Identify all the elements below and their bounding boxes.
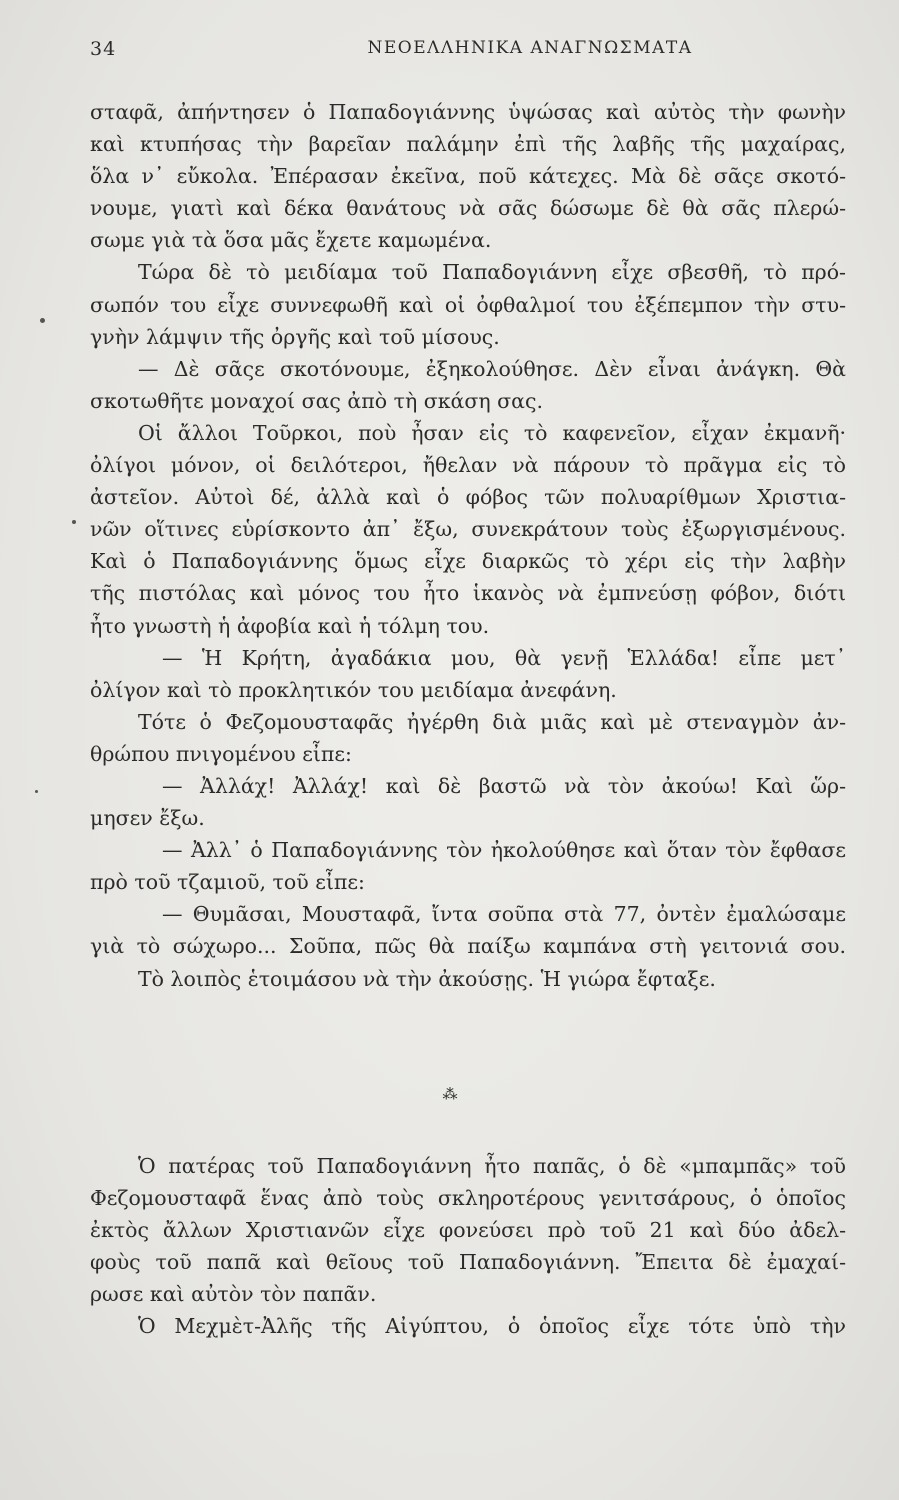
text-line: — Δὲ σᾶςε σκοτόνουμε, ἐξηκολούθησε. Δὲν εἶναι ἀνάγκη. Θὰ <box>138 356 846 381</box>
text-line: Φεζομουσταφᾶ ἕνας ἀπὸ τοὺς σκληροτέρους γενιτσάρους, ὁ ὁποῖος <box>90 1186 846 1211</box>
paper-speck <box>72 520 76 524</box>
text-line: ὀλίγον καὶ τὸ προκλητικόν του μειδίαμα ἀνεφάνη. <box>90 677 617 702</box>
text-line: Καὶ ὁ Παπαδογιάννης ὅμως εἶχε διαρκῶς τὸ χέρι εἰς τὴν λαβὴν <box>90 549 846 574</box>
text-line: θρώπου πνιγομένου εἶπε: <box>90 741 352 766</box>
running-title: ΝΕΟΕΛΛΗΝΙΚΑ ΑΝΑΓΝΩΣΜΑΤΑ <box>367 38 693 58</box>
text-line: καὶ κτυπήσας τὴν βαρεῖαν παλάμην ἐπὶ τῆς λαβῆς τῆς μαχαίρας, <box>90 132 846 157</box>
text-line: — Ἡ Κρήτη, ἀγαδάκια μου, θὰ γενῇ Ἑλλάδα! εἶπε μετ᾽ <box>162 645 846 670</box>
text-line: — Θυμᾶσαι, Μουσταφᾶ, ἴντα σοῦπα στὰ 77, ὀντὲν ἐμαλώσαμε <box>162 902 846 927</box>
paper-speck <box>40 318 45 323</box>
text-line: — Ἀλλ᾽ ὁ Παπαδογιάννης τὸν ἠκολούθησε καὶ ὅταν τὸν ἔφθασε <box>162 838 846 863</box>
section-text <box>90 1150 846 1343</box>
page-number: 34 <box>90 38 117 60</box>
paper-speck <box>35 790 38 793</box>
text-line: ρωσε καὶ αὐτὸν τὸν παπᾶν. <box>90 1282 377 1307</box>
text-line: ὅλα ν᾽ εὔκολα. Ἐπέρασαν ἐκεῖνα, ποῦ κάτεχες. Μὰ δὲ σᾶςε σκοτό- <box>90 164 846 189</box>
text-line: νῶν οἵτινες εὑρίσκοντο ἀπ᾽ ἔξω, συνεκράτουν τοὺς ἐξωργισμένους. <box>90 517 846 542</box>
text-line: Τότε ὁ Φεζομουσταφᾶς ἠγέρθη διὰ μιᾶς καὶ μὲ στεναγμὸν ἀν- <box>138 709 846 734</box>
text-line: Ὁ πατέρας τοῦ Παπαδογιάννη ἦτο παπᾶς, ὁ δὲ «μπαμπᾶς» τοῦ <box>138 1154 846 1178</box>
text-line: σκοτωθῆτε μοναχοί σας ἀπὸ τὴ σκάση σας. <box>90 388 544 413</box>
text-line: — Ἀλλάχ! Ἀλλάχ! καὶ δὲ βαστῶ νὰ τὸν ἀκούω! Καὶ ὥρ- <box>162 773 846 798</box>
text-line: σωπόν του εἶχε συννεφωθῆ καὶ οἱ ὀφθαλμοί του ἐξέπεμπον τὴν στυ- <box>90 292 846 317</box>
text-line: γνὴν λάμψιν τῆς ὀργῆς καὶ τοῦ μίσους. <box>90 324 500 349</box>
text-line: ἀστεῖον. Αὐτοὶ δέ, ἀλλὰ καὶ ὁ φόβος τῶν πολυαρίθμων Χριστια- <box>90 485 846 510</box>
text-line: γιὰ τὸ σώχωρο... Σοῦπα, πῶς θὰ παίξω καμπάνα στὴ γειτονιά σου. <box>90 934 846 959</box>
text-line: Τώρα δὲ τὸ μειδίαμα τοῦ Παπαδογιάννη εἶχε σβεσθῆ, τὸ πρό- <box>138 260 846 285</box>
text-line: ὀλίγοι μόνον, οἱ δειλότεροι, ἤθελαν νὰ πάρουν τὸ πρᾶγμα εἰς τὸ <box>90 453 846 478</box>
text-line: μησεν ἔξω. <box>90 806 205 831</box>
section-break-asterism: ⁂ <box>442 1085 458 1103</box>
text-line: Οἱ ἄλλοι Τοῦρκοι, ποὺ ἦσαν εἰς τὸ καφενεῖον, εἶχαν ἐκμανῆ· <box>138 420 846 445</box>
text-line: ἦτο γνωστὴ ἡ ἀφοβία καὶ ἡ τόλμη του. <box>90 613 490 638</box>
text-line: σταφᾶ, ἀπήντησεν ὁ Παπαδογιάννης ὑψώσας καὶ αὐτὸς τὴν φωνὴν <box>90 100 846 124</box>
text-line: φοὺς τοῦ παπᾶ καὶ θεῖους τοῦ Παπαδογιάννη. Ἔπειτα δὲ ἐμαχαί- <box>90 1250 846 1275</box>
text-line: νουμε, γιατὶ καὶ δέκα θανάτους νὰ σᾶς δώσωμε δὲ θὰ σᾶς πλερώ- <box>90 196 846 221</box>
text-line: Τὸ λοιπὸς ἑτοιμάσου νὰ τὴν ἀκούσῃς. Ἡ γιώρα ἔφταξε. <box>138 966 716 991</box>
text-line: σωμε γιὰ τὰ ὅσα μᾶς ἔχετε καμωμένα. <box>90 228 492 253</box>
text-line: τῆς πιστόλας καὶ μόνος του ἦτο ἱκανὸς νὰ ἐμπνεύσῃ φόβον, διότι <box>90 581 846 606</box>
text-line: πρὸ τοῦ τζαμιοῦ, τοῦ εἶπε: <box>90 870 365 895</box>
page-header <box>90 38 850 64</box>
text-line: ἐκτὸς ἄλλων Χριστιανῶν εἶχε φονεύσει πρὸ τοῦ 21 καὶ δύο ἀδελ- <box>90 1218 846 1243</box>
main-text <box>90 96 846 995</box>
text-line: Ὁ Μεχμὲτ-Ἀλῆς τῆς Αἰγύπτου, ὁ ὁποῖος εἶχε τότε ὑπὸ τὴν <box>138 1314 846 1339</box>
